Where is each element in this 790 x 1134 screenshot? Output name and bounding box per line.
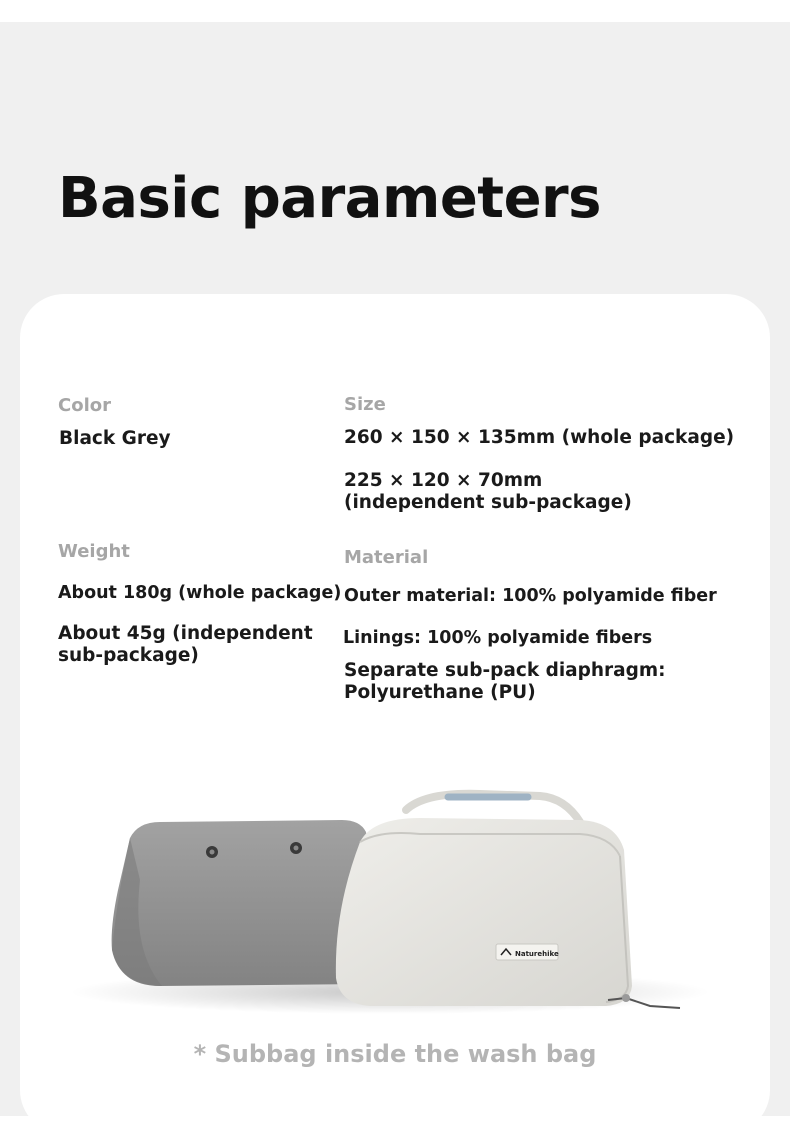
weight-whole-value: About 180g (whole package) [58,583,342,603]
material-separator-value-line1: Separate sub-pack diaphragm: [344,660,666,681]
material-separator-value-line2: Polyurethane (PU) [344,682,536,703]
brand-tag: Naturehike [515,950,559,958]
product-image [60,760,740,1030]
material-linings-value: Linings: 100% polyamide fibers [343,628,653,648]
page-title: Basic parameters [58,166,602,231]
weight-sub-value-line2: sub-package) [58,645,199,666]
caption: * Subbag inside the wash bag [193,1040,597,1068]
color-value: Black Grey [59,428,171,449]
weight-label: Weight [58,541,130,562]
size-sub-value-line2: (independent sub-package) [344,492,632,513]
size-whole-value: 260 × 150 × 135mm (whole package) [344,427,735,448]
color-label: Color [58,395,111,416]
weight-sub-value-line1: About 45g (independent [58,623,313,644]
size-label: Size [344,394,386,415]
white-washbag [336,794,680,1008]
material-outer-value: Outer material: 100% polyamide fiber [344,586,717,606]
size-sub-value-line1: 225 × 120 × 70mm [344,470,543,491]
material-label: Material [344,547,429,568]
